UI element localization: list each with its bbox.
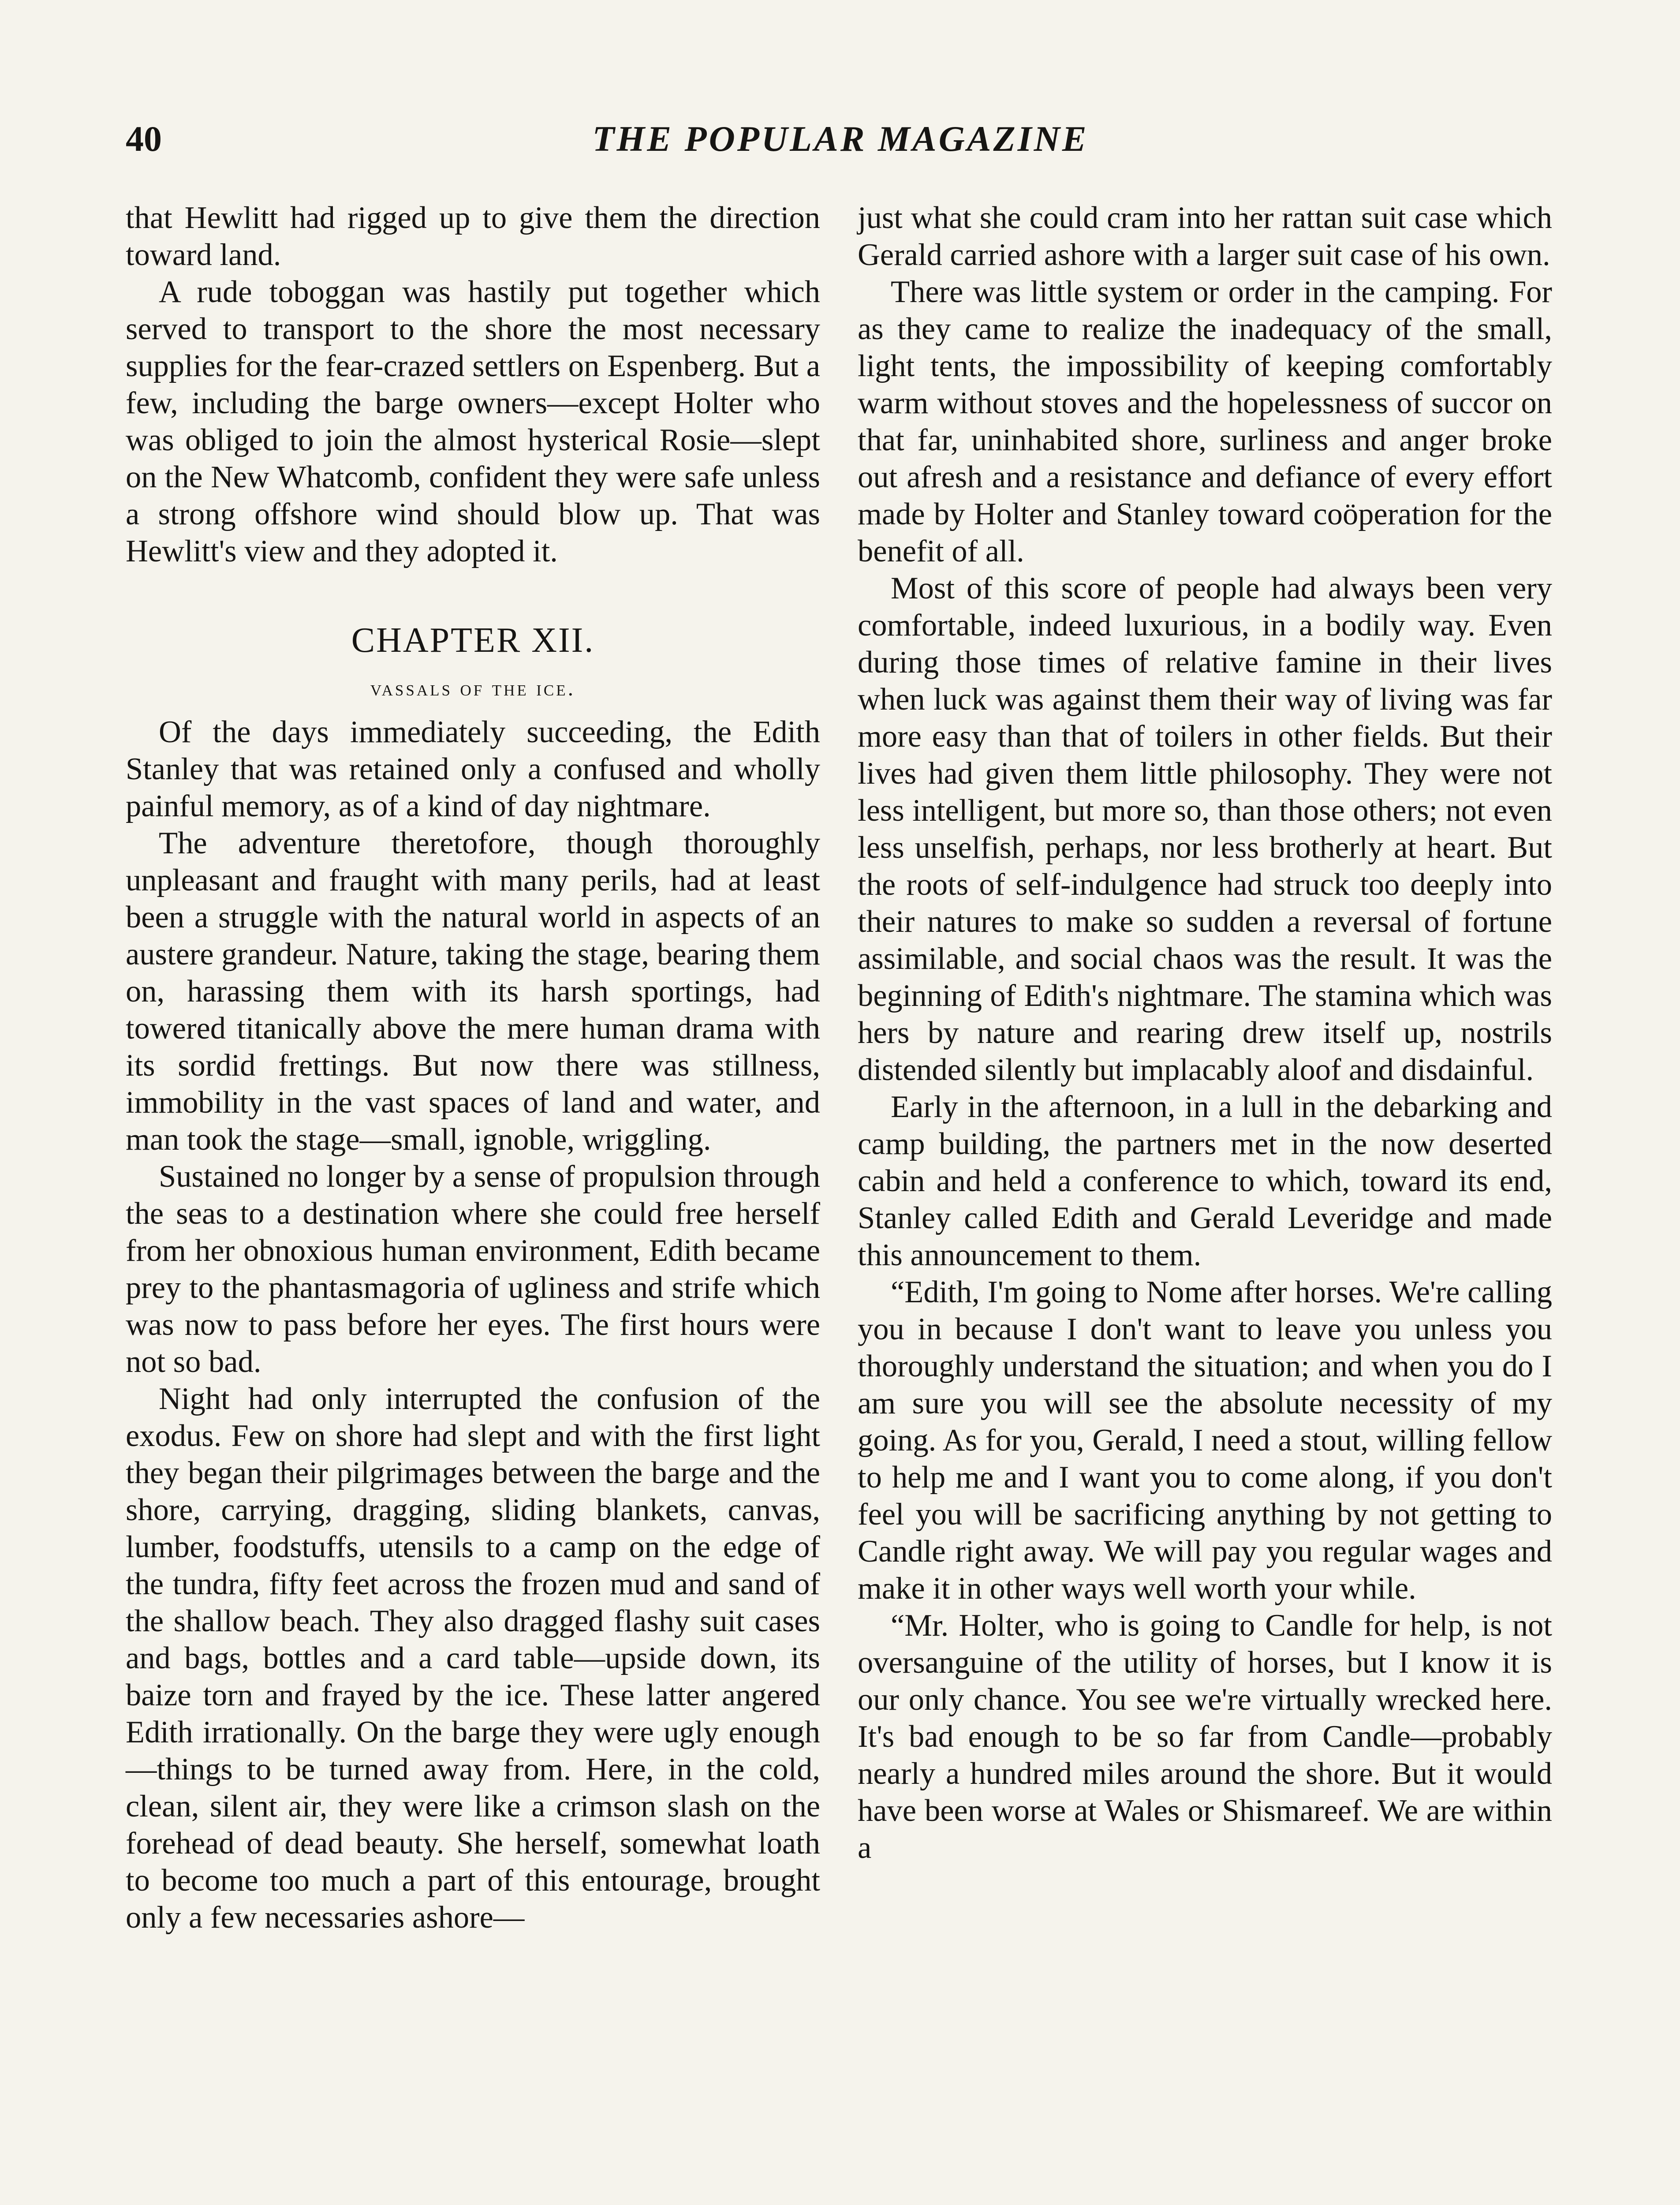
- chapter-subtitle: vassals of the ice.: [370, 676, 576, 700]
- paragraph: Early in the afternoon, in a lull in the debarking and camp building, the partners met in the now deserted cabin and held a conference to which, toward its end, Stanley called Edith and Gerald Leveridge and made this announcement to them.: [858, 1090, 1552, 1272]
- paragraph: “Mr. Holter, who is going to Candle for help, is not oversanguine of the utility of horses, but I know it is our only chance. You see we're virtually wrecked here. It's bad enough to be so far from Candle—probably nearly a hundred miles around the shore. But it would have been worse at Wales or Shismareef. We are within a: [858, 1608, 1552, 1865]
- page-header: [126, 115, 1555, 163]
- paragraph: just what she could cram into her rattan suit case which Gerald carried ashore with a larger suit case of his own.: [858, 201, 1552, 272]
- right-column: [858, 199, 1552, 1866]
- running-title: THE POPULAR MAGAZINE: [592, 119, 1089, 159]
- paragraph: “Edith, I'm going to Nome after horses. We're calling you in because I don't want to leave you unless you thoroughly understand the situation; and when you do I am sure you will see the absolute necessity of my going. As for you, Gerald, I need a stout, willing fellow to help me and I want you to come along, if you don't feel you will be sacrificing anything by not getting to Candle right away. We will pay you regular wages and make it in other ways well worth your while.: [858, 1275, 1552, 1606]
- left-column: [126, 199, 820, 1936]
- page-number: 40: [126, 119, 162, 159]
- paragraph: There was little system or order in the camping. For as they came to realize the inadequacy of the small, light tents, the impossibility of keeping comfortably warm without stoves and the hopelessness of succor on that far, uninhabited shore, surliness and anger broke out afresh and a resistance and defiance of every effort made by Holter and Stanley toward coöperation for the benefit of all.: [858, 275, 1552, 568]
- paragraph: Most of this score of people had always been very comfortable, indeed luxurious, in a bodily way. Even during those times of relative famine in their lives when luck was against them their way of living was far more easy than that of toilers in other fields. But their lives had given them little philosophy. They were not less intelligent, but more so, than those others; not even less unselfish, perhaps, nor less brotherly at heart. But the roots of self-indulgence had struck too deeply into their natures to make so sudden a reversal of fortune assimilable, and social chaos was the result. It was the beginning of Edith's nightmare. The stamina which was hers by nature and rearing drew itself up, nostrils distended silently but implacably aloof and disdainful.: [858, 571, 1552, 1087]
- paragraph: that Hewlitt had rigged up to give them the direction toward land.: [126, 201, 820, 272]
- paragraph: Sustained no longer by a sense of propulsion through the seas to a destination where she could free herself from her obnoxious human environment, Edith became prey to the phantasmagoria of ugliness and strife which was now to pass before her eyes. The first hours were not so bad.: [126, 1159, 820, 1379]
- paragraph: A rude toboggan was hastily put together which served to transport to the shore the most necessary supplies for the fear-crazed settlers on Espenberg. But a few, including the barge owners—except Holter who was obliged to join the almost hysterical Rosie—slept on the New Whatcomb, confident they were safe unless a strong offshore wind should blow up. That was Hewlitt's view and they adopted it.: [126, 275, 820, 568]
- chapter-title: CHAPTER XII.: [351, 621, 595, 660]
- paragraph: The adventure theretofore, though thoroughly unpleasant and fraught with many perils, had at least been a struggle with the natural world in aspects of an austere grandeur. Nature, taking the stage, bearing them on, harassing them with its harsh sportings, had towered titanically above the mere human drama with its sordid frettings. But now there was stillness, immobility in the vast spaces of land and water, and man took the stage—small, ignoble, wriggling.: [126, 826, 820, 1157]
- paragraph: Night had only interrupted the confusion of the exodus. Few on shore had slept and with the first light they began their pilgrimages between the barge and the shore, carrying, dragging, sliding blankets, canvas, lumber, foodstuffs, utensils to a camp on the edge of the tundra, fifty feet across the frozen mud and sand of the shallow beach. They also dragged flashy suit cases and bags, bottles and a card table—upside down, its baize torn and frayed by the ice. These latter angered Edith irrationally. On the barge they were ugly enough—things to be turned away from. Here, in the cold, clean, silent air, they were like a crimson slash on the forehead of dead beauty. She herself, somewhat loath to become too much a part of this entourage, brought only a few necessaries ashore—: [126, 1382, 820, 1935]
- paragraph: Of the days immediately succeeding, the Edith Stanley that was retained only a confused and wholly painful memory, as of a kind of day nightmare.: [126, 715, 820, 823]
